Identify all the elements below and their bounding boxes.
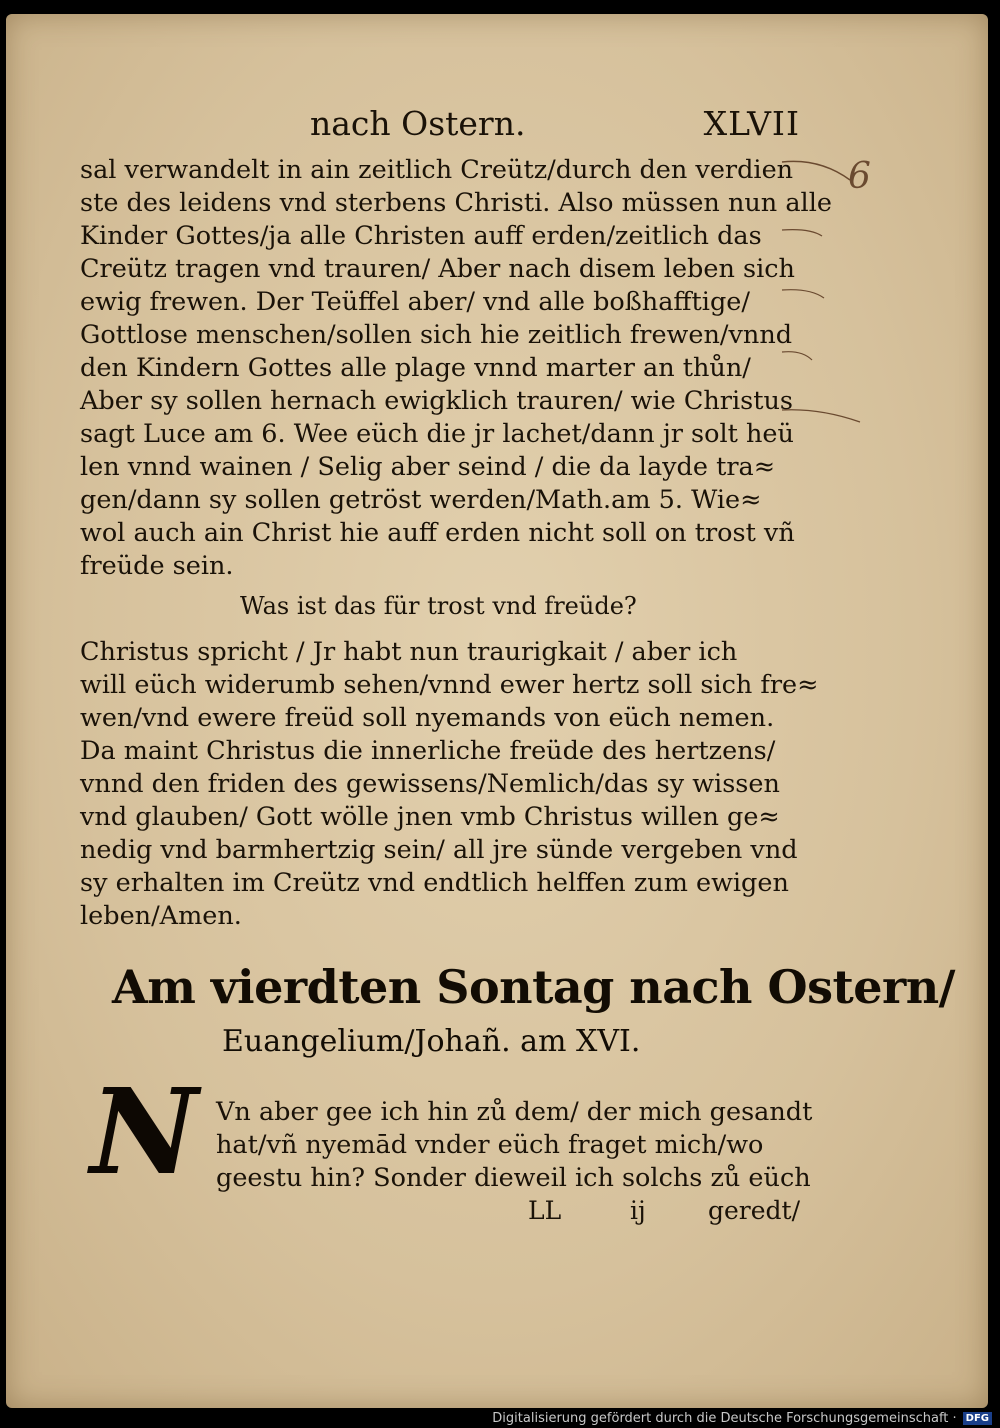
running-head (300, 104, 800, 148)
text-line: hat/vñ nyemād vnder eüch fraget mich/wo (216, 1130, 764, 1160)
body-text-1 (80, 154, 832, 583)
text-line: Da maint Christus die innerliche freüde des hertzens/ (80, 736, 776, 766)
text-line: Vn aber gee ich hin zů dem/ der mich gesandt (216, 1097, 813, 1127)
section-heading: Am vierdten Sontag nach Ostern/ (112, 960, 955, 1014)
signature-number: ij (630, 1196, 646, 1225)
text-line: sy erhalten im Creütz vnd endtlich helffen zum ewigen (80, 868, 789, 898)
text-line: ewig frewen. Der Teüffel aber/ vnd alle boßhafftige/ (80, 287, 750, 317)
text-line: Aber sy sollen hernach ewigklich trauren/ wie Christus (80, 386, 793, 416)
text-line: den Kindern Gottes alle plage vnnd marter an thůn/ (80, 353, 751, 383)
text-line: vnd glauben/ Gott wölle jnen vmb Christus willen ge≈ (80, 802, 780, 832)
text-line: nedig vnd barmhertzig sein/ all jre sünde vergeben vnd (80, 835, 798, 865)
text-line: geestu hin? Sonder dieweil ich solchs zů eüch (216, 1163, 811, 1193)
text-line: Christus spricht / Jr habt nun traurigkait / aber ich (80, 637, 738, 667)
catchword: geredt/ (707, 1196, 800, 1225)
text-line: vnnd den friden des gewissens/Nemlich/das sy wissen (80, 769, 780, 799)
text-line: Gottlose menschen/sollen sich hie zeitlich frewen/vnnd (80, 320, 793, 350)
text-line: ste des leidens vnd sterbens Christi. Also müssen nun alle (80, 188, 832, 218)
body-text-3 (216, 1096, 813, 1195)
catchline (520, 1196, 800, 1230)
text-line: freüde sein. (80, 551, 234, 581)
text-line: gen/dann sy sollen getröst werden/Math.am 5. Wie≈ (80, 485, 762, 515)
text-line: wen/vnd ewere freüd soll nyemands von eüch nemen. (80, 703, 775, 733)
dfg-logo: DFG (963, 1412, 992, 1425)
question-subheading: Was ist das für trost vnd freüde? (240, 592, 637, 620)
text-line: will eüch widerumb sehen/vnnd ewer hertz soll sich fre≈ (80, 670, 819, 700)
text-line: len vnnd wainen / Selig aber seind / die da layde tra≈ (80, 452, 776, 482)
text-line: Creütz tragen vnd trauren/ Aber nach disem leben sich (80, 254, 795, 284)
text-line: Kinder Gottes/ja alle Christen auff erden/zeitlich das (80, 221, 762, 251)
text-line: wol auch ain Christ hie auff erden nicht soll on trost vñ (80, 518, 795, 548)
text-line: sagt Luce am 6. Wee eüch die jr lachet/dann jr solt heü (80, 419, 794, 449)
credit-text: Digitalisierung gefördert durch die Deutsche Forschungsgemeinschaft · (492, 1411, 957, 1426)
decorated-initial: N (90, 1062, 198, 1201)
signature-mark: LL (528, 1196, 562, 1225)
gospel-reference: Euangelium/Johañ. am XVI. (222, 1024, 641, 1059)
text-line: sal verwandelt in ain zeitlich Creütz/durch den verdien (80, 155, 794, 185)
running-title: nach Ostern. (310, 104, 526, 143)
margin-note: 6 (848, 156, 871, 197)
body-text-2 (80, 636, 819, 933)
text-line: leben/Amen. (80, 901, 242, 931)
digitization-credit (492, 1411, 992, 1426)
folio-number: XLVII (703, 104, 800, 143)
